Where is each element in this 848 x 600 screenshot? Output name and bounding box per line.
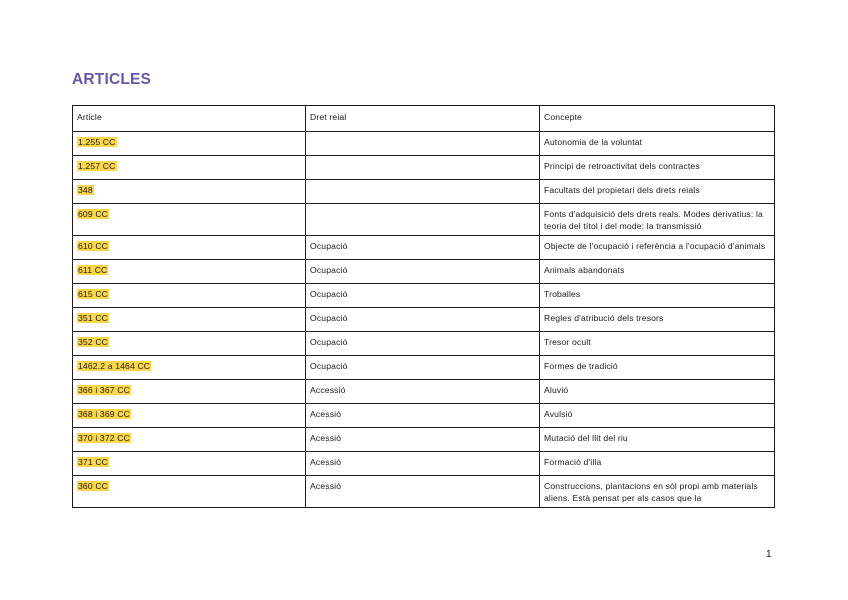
concept-cell: Principi de retroactivitat dels contractes [540, 156, 775, 180]
dret-cell [306, 180, 540, 204]
concept-cell: Facultats del propietari dels drets reials [540, 180, 775, 204]
table-row [73, 132, 775, 156]
dret-cell: Acessió [306, 476, 540, 508]
table-row [73, 476, 775, 508]
article-cell [73, 308, 306, 332]
dret-cell: Acessió [306, 428, 540, 452]
dret-cell: Ocupació [306, 236, 540, 260]
article-cell [73, 284, 306, 308]
dret-cell: Ocupació [306, 308, 540, 332]
table-row [73, 404, 775, 428]
concept-cell: Mutació del llit del riu [540, 428, 775, 452]
concept-cell: Troballes [540, 284, 775, 308]
dret-cell [306, 204, 540, 236]
article-cell [73, 204, 306, 236]
article-cell [73, 428, 306, 452]
article-highlight: 368 i 369 CC [78, 409, 130, 419]
article-cell [73, 132, 306, 156]
header-article: Article [73, 106, 306, 132]
article-highlight: 371 CC [78, 457, 109, 467]
article-highlight: 609 CC [78, 209, 109, 219]
table-row [73, 204, 775, 236]
table-row [73, 236, 775, 260]
table-row [73, 260, 775, 284]
table-row [73, 452, 775, 476]
concept-cell: Objecte de l'ocupació i referència a l'ocupació d'animals [540, 236, 775, 260]
concept-cell: Fonts d'adquisició dels drets reals. Modes derivatius: la teoria del títol i del mode: la transmissió [540, 204, 775, 236]
dret-cell: Ocupació [306, 260, 540, 284]
dret-cell [306, 132, 540, 156]
header-dret-reial: Dret reial [306, 106, 540, 132]
dret-cell: Accessió [306, 380, 540, 404]
article-highlight: 360 CC [78, 481, 109, 491]
dret-cell: Ocupació [306, 284, 540, 308]
concept-cell: Formació d'illa [540, 452, 775, 476]
dret-cell [306, 156, 540, 180]
concept-cell: Formes de tradició [540, 356, 775, 380]
table-row [73, 180, 775, 204]
article-cell [73, 236, 306, 260]
concept-cell: Avulsió [540, 404, 775, 428]
concept-cell: Tresor ocult [540, 332, 775, 356]
article-cell [73, 356, 306, 380]
article-cell [73, 476, 306, 508]
article-highlight: 370 i 372 CC [78, 433, 130, 443]
article-highlight: 366 i 367 CC [78, 385, 130, 395]
concept-cell: Aluvió [540, 380, 775, 404]
article-cell [73, 332, 306, 356]
table-row [73, 332, 775, 356]
article-highlight: 1.255 CC [78, 137, 116, 147]
article-cell [73, 380, 306, 404]
page-number: 1 [766, 549, 772, 560]
article-cell [73, 260, 306, 284]
article-highlight: 1.257 CC [78, 161, 116, 171]
articles-table [72, 105, 775, 508]
article-cell [73, 452, 306, 476]
table-row [73, 428, 775, 452]
dret-cell: Ocupació [306, 356, 540, 380]
table-row [73, 356, 775, 380]
dret-cell: Ocupació [306, 332, 540, 356]
page-title: ARTICLES [72, 71, 152, 88]
table-row [73, 284, 775, 308]
article-highlight: 351 CC [78, 313, 109, 323]
article-highlight: 348 [78, 185, 93, 195]
concept-cell: Regles d'atribució dels tresors [540, 308, 775, 332]
dret-cell: Acessió [306, 404, 540, 428]
article-highlight: 1462.2 a 1464 CC [78, 361, 151, 371]
article-highlight: 611 CC [78, 265, 108, 275]
concept-cell: Animals abandonats [540, 260, 775, 284]
article-cell [73, 156, 306, 180]
table-row [73, 308, 775, 332]
table-header-row [73, 106, 775, 132]
article-highlight: 610 CC [78, 241, 109, 251]
article-highlight: 352 CC [78, 337, 109, 347]
concept-cell: Construccions, plantacions en sòl propi amb materials aliens. Està pensat per als casos que la [540, 476, 775, 508]
table-row [73, 156, 775, 180]
table-row [73, 380, 775, 404]
concept-cell: Autonomia de la voluntat [540, 132, 775, 156]
article-cell [73, 180, 306, 204]
article-highlight: 615 CC [78, 289, 109, 299]
header-concepte: Concepte [540, 106, 775, 132]
dret-cell: Acessió [306, 452, 540, 476]
article-cell [73, 404, 306, 428]
